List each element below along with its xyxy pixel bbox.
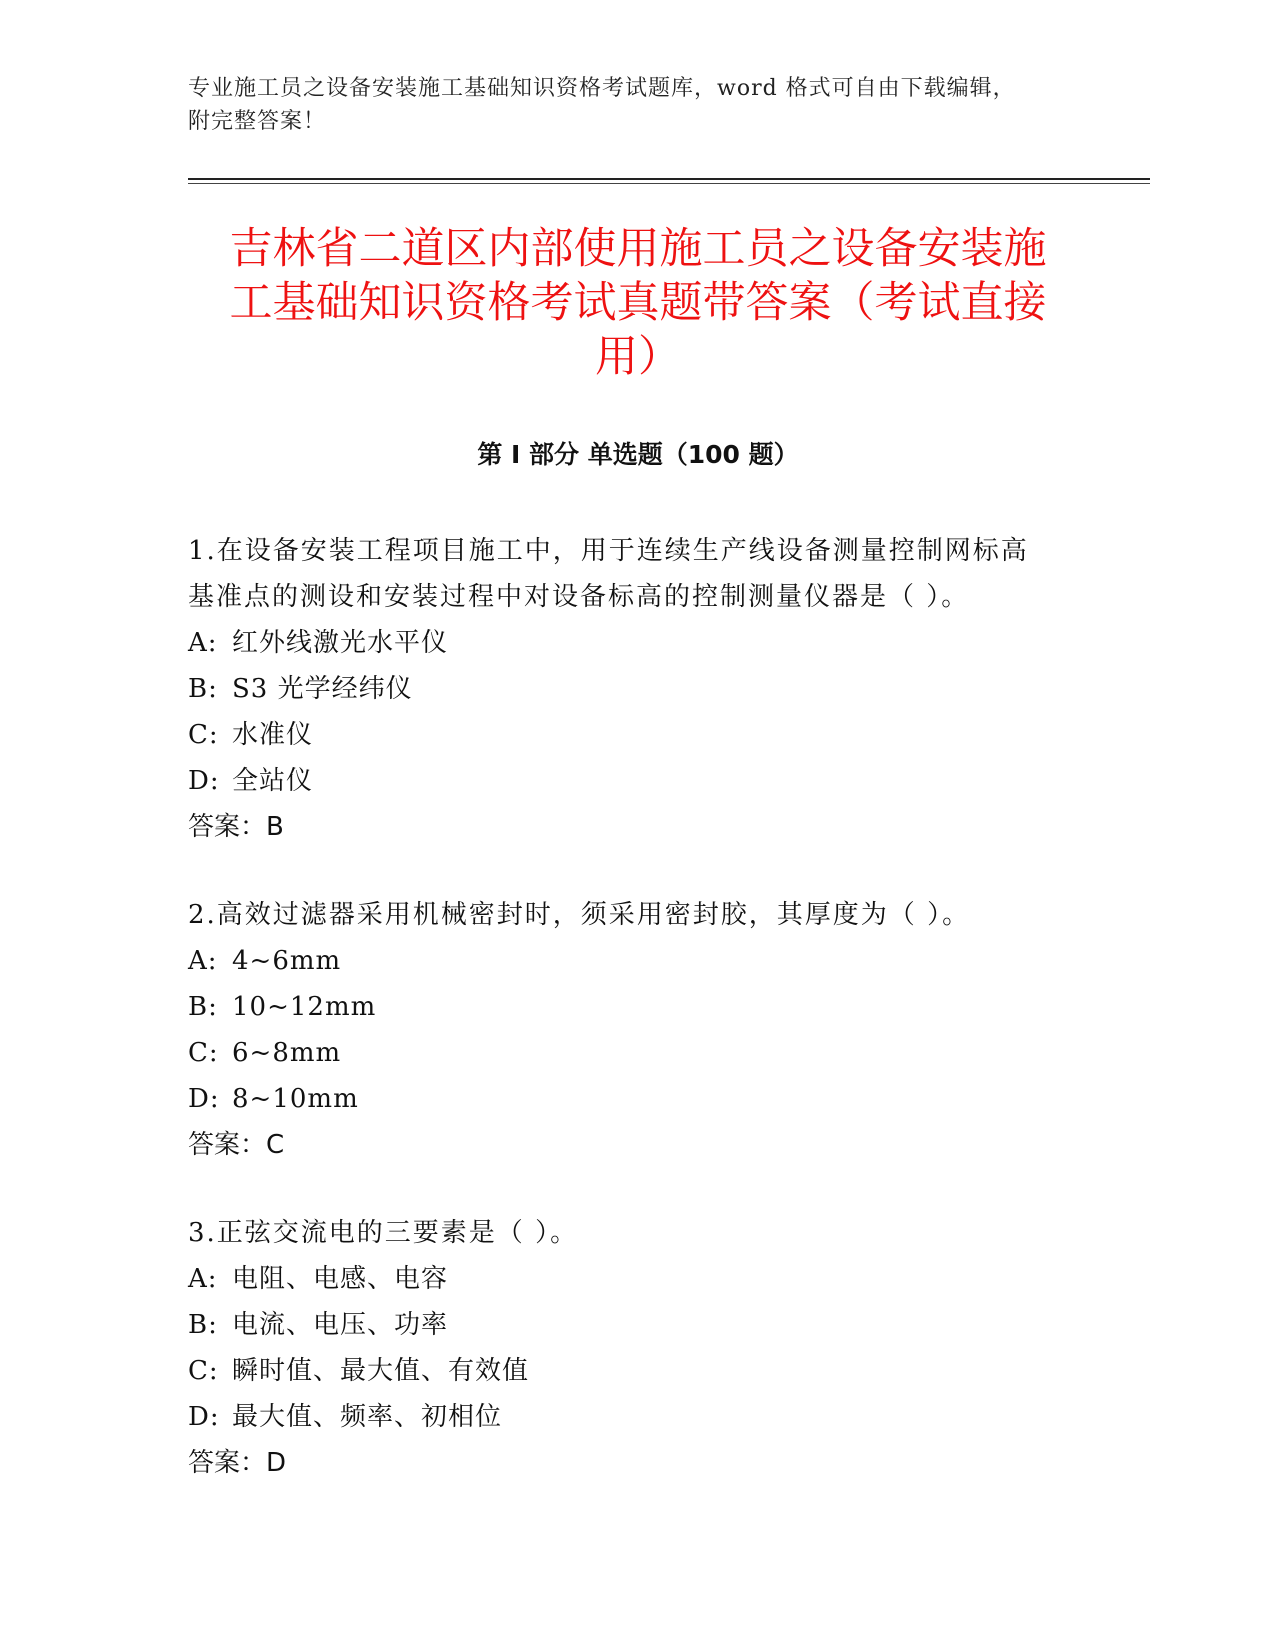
option-c	[188, 1030, 1088, 1076]
question-stem-line-2: 基准点的测设和安装过程中对设备标高的控制测量仪器是（ ）。	[188, 582, 970, 612]
option-d	[188, 1394, 1088, 1440]
option-text: 4~6mm	[232, 946, 342, 976]
option-letter: B:	[188, 674, 218, 704]
option-letter: A:	[188, 1264, 218, 1294]
option-letter: D:	[188, 766, 220, 796]
option-letter: B:	[188, 992, 218, 1022]
option-b	[188, 1302, 1088, 1348]
question-stem-line-1: 1.在设备安装工程项目施工中，用于连续生产线设备测量控制网标高	[188, 536, 1029, 566]
option-c	[188, 712, 1088, 758]
option-text: 瞬时值、最大值、有效值	[232, 1356, 530, 1386]
header-note-line-1: 专业施工员之设备安装施工基础知识资格考试题库，word 格式可自由下载编辑，	[188, 76, 1016, 101]
option-text: 最大值、频率、初相位	[232, 1402, 503, 1432]
option-letter: C:	[188, 1038, 219, 1068]
header-note	[188, 72, 1088, 138]
option-b	[188, 984, 1088, 1030]
document-title	[188, 222, 1088, 384]
question-stem	[188, 892, 1088, 938]
header-note-line-2: 附完整答案！	[188, 109, 327, 134]
option-a	[188, 938, 1088, 984]
question-stem	[188, 1210, 1088, 1256]
option-letter: C:	[188, 720, 219, 750]
question-stem	[188, 528, 1088, 620]
question-stem-line-1: 3.正弦交流电的三要素是（ ）。	[188, 1218, 579, 1248]
option-letter: D:	[188, 1084, 220, 1114]
document-title-line-1: 吉林省二道区内部使用施工员之设备安装施	[229, 224, 1047, 274]
option-letter: B:	[188, 1310, 218, 1340]
option-text: 全站仪	[232, 766, 314, 796]
option-text: 8~10mm	[232, 1084, 359, 1114]
answer-line: 答案：D	[188, 1448, 287, 1478]
answer-line: 答案：C	[188, 1130, 285, 1160]
option-letter: A:	[188, 946, 218, 976]
option-letter: C:	[188, 1356, 219, 1386]
option-a	[188, 620, 1088, 666]
option-d	[188, 1076, 1088, 1122]
option-text: 10~12mm	[232, 992, 377, 1022]
section-title: 第 I 部分 单选题（100 题）	[477, 440, 799, 469]
answer-line: 答案：B	[188, 812, 284, 842]
question-list	[188, 528, 1088, 1528]
option-text: 红外线激光水平仪	[232, 628, 449, 658]
option-text: 6~8mm	[232, 1038, 342, 1068]
option-b	[188, 666, 1088, 712]
header-divider-thin	[188, 183, 1150, 184]
option-d	[188, 758, 1088, 804]
option-letter: D:	[188, 1402, 220, 1432]
question-1	[188, 528, 1088, 850]
question-2	[188, 892, 1088, 1168]
option-text: S3 光学经纬仪	[232, 674, 413, 704]
question-stem-line-1: 2.高效过滤器采用机械密封时，须采用密封胶，其厚度为（ ）。	[188, 900, 971, 930]
header-divider-thick	[188, 178, 1150, 180]
option-letter: A:	[188, 628, 218, 658]
question-3	[188, 1210, 1088, 1486]
document-title-line-3: 用）	[595, 332, 681, 382]
option-text: 水准仪	[232, 720, 314, 750]
option-text: 电阻、电感、电容	[232, 1264, 449, 1294]
option-text: 电流、电压、功率	[232, 1310, 449, 1340]
option-a	[188, 1256, 1088, 1302]
option-c	[188, 1348, 1088, 1394]
document-title-line-2: 工基础知识资格考试真题带答案（考试直接	[229, 278, 1047, 328]
